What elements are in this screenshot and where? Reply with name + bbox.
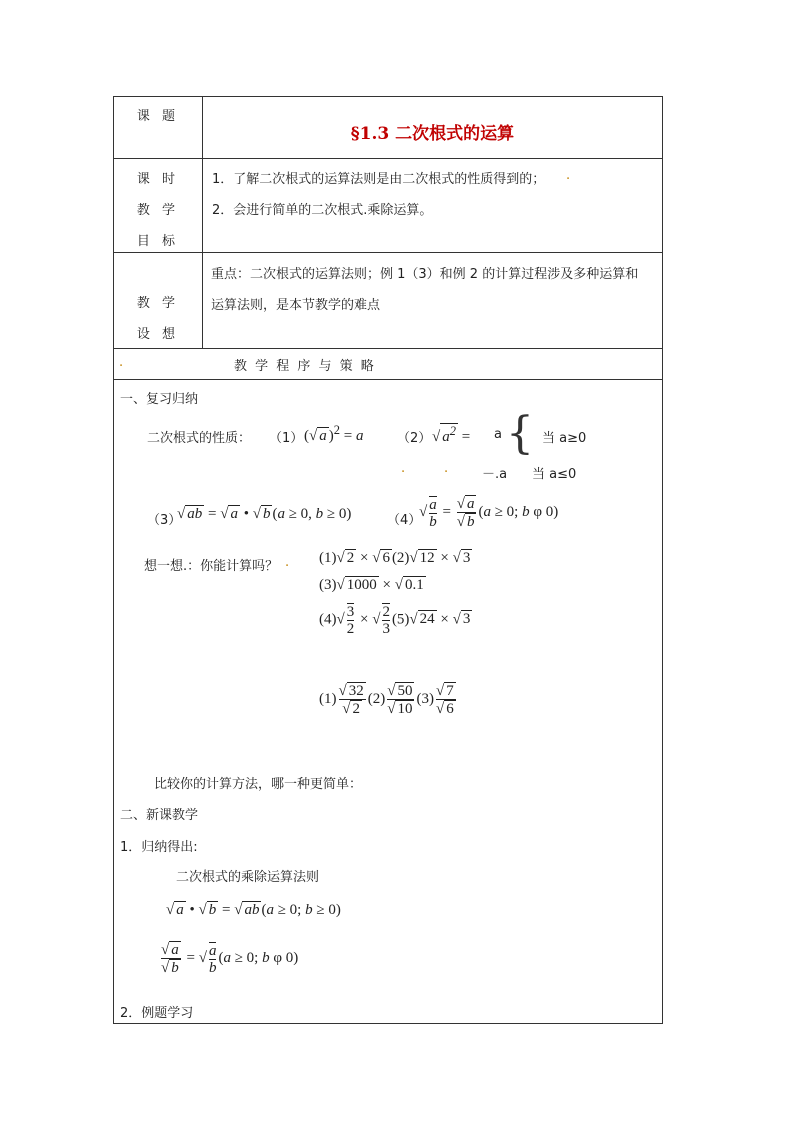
dot-mark: . — [444, 461, 449, 476]
case-1-value: a — [494, 427, 502, 442]
row-divider — [114, 348, 662, 349]
property-4-formula: √ $\frac{a}{b}$ = $\frac{√ a}{√ b}$ (a ≥ 0; b φ 0) — [419, 496, 559, 530]
property-1-label: （1） — [269, 431, 304, 446]
objectives-label-1: 课 时 — [136, 172, 180, 187]
design-label-1: 教 学 — [136, 296, 180, 311]
think-label: 想一想.：你能计算吗？ — [144, 559, 279, 574]
row-divider — [114, 252, 662, 253]
section-heading: 二、新课教学 — [120, 808, 199, 823]
objective-item: 2．会进行简单的二次根式.乘除运算。 — [212, 203, 433, 218]
objectives-label-3: 目 标 — [136, 234, 180, 249]
property-3-formula: √ ab = √ a • √ b (a ≥ 0, b ≥ 0) — [177, 506, 352, 522]
design-line: 运算法则，是本节教学的难点 — [211, 298, 381, 313]
property-3-label: （3） — [147, 513, 182, 528]
objectives-label-2: 教 学 — [136, 203, 180, 218]
objective-item: 1．了解二次根式的运算法则是由二次根式的性质得到的； — [212, 172, 546, 187]
section-heading: 一、复习归纳 — [120, 392, 199, 407]
rule-title: 二次根式的乘除运算法则 — [176, 870, 320, 885]
property-2-formula: √ $a^2$ = — [432, 424, 471, 445]
design-label-2: 设 想 — [136, 327, 180, 342]
exercise-line-1: (1)√ 2 × √ 6 (2)√ 12 × √ 3 — [319, 550, 471, 566]
dot-mark: . — [119, 355, 124, 370]
property-4-label: （4） — [387, 513, 422, 528]
property-2-label: （2） — [397, 431, 432, 446]
exercise-line-4: (1) $\frac{√ 32}{√ 2}$ (2) $\frac{√ 50}{√ 10}$ (3) $\frac{√ 7}{√ 6}$ — [319, 683, 454, 717]
dot-mark: . — [401, 461, 406, 476]
rule-2-formula: $\frac{√ a}{√ b}$ = √ $\frac{a}{b}$ (a ≥ 0; b φ 0) — [161, 942, 299, 976]
rule-1-formula: √ a • √ b = √ ab (a ≥ 0; b ≥ 0) — [166, 902, 341, 918]
program-heading: 教 学 程 序 与 策 略 — [234, 359, 376, 374]
compare-text: 比较你的计算方法，哪一种更简单： — [154, 777, 363, 792]
property-1-formula: (√ a )$^2$ = a — [304, 423, 364, 444]
row-divider — [114, 379, 662, 380]
properties-label: 二次根式的性质： — [147, 431, 252, 446]
dot-mark: . — [285, 555, 290, 570]
subsection-heading: 1．归纳得出: — [120, 840, 198, 855]
brace-symbol: { — [506, 408, 534, 459]
case-1-condition: 当 a≥0 — [542, 431, 587, 446]
page-title: §1.3 二次根式的运算 — [350, 124, 515, 144]
course-label: 课 题 — [136, 109, 180, 124]
lesson-plan-table — [113, 96, 663, 1024]
design-line: 重点：二次根式的运算法则；例 1（3）和例 2 的计算过程涉及多种运算和 — [211, 267, 639, 282]
exercise-line-2: (3)√ 1000 × √ 0.1 — [319, 577, 424, 593]
subsection-heading: 2．例题学习 — [120, 1006, 194, 1021]
case-2-condition: 当 a≤0 — [532, 467, 577, 482]
exercise-line-3: (4)√ $\frac{3}{2}$ × √ $\frac{2}{3}$ (5)√ 24 × √ 3 — [319, 604, 471, 637]
row-divider — [114, 158, 662, 159]
dot-mark: . — [566, 168, 571, 183]
case-2-value: －.a — [482, 467, 508, 482]
